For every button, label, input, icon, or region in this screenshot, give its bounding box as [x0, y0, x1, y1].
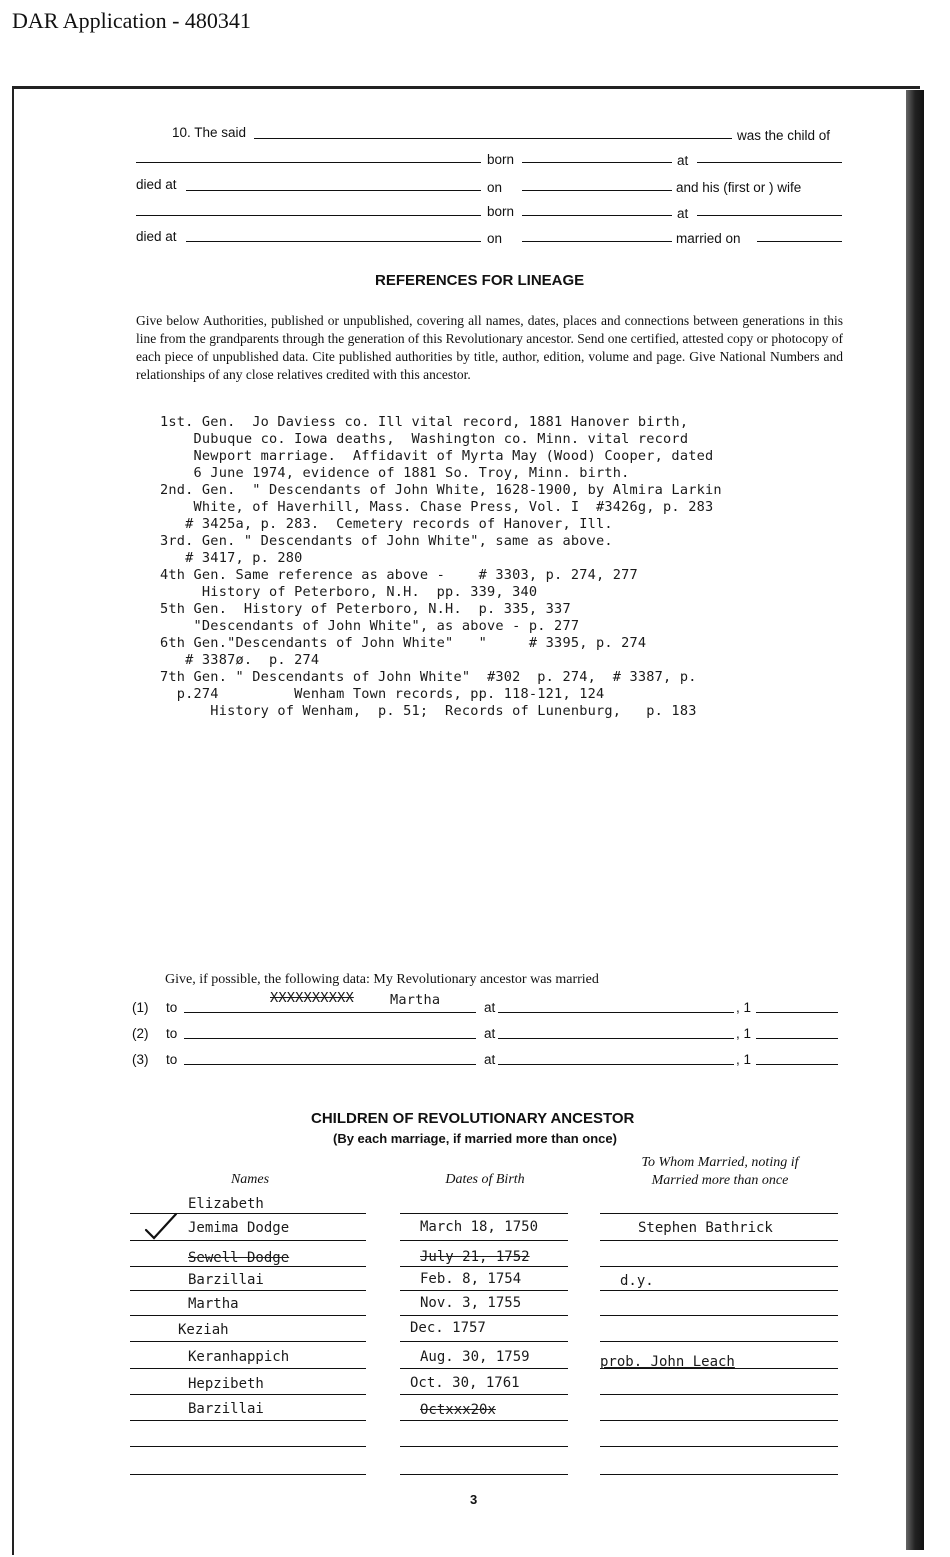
names-column-header: Names: [230, 1172, 270, 1187]
marriage-2-to: to: [166, 1026, 178, 1041]
dates-row-line: [400, 1420, 568, 1421]
married-on-label: married on: [676, 231, 741, 246]
child-dob: Oct. 30, 1761: [410, 1375, 520, 1391]
dates-row-line: [400, 1394, 568, 1395]
reference-line: # 3417, p. 280: [160, 550, 303, 566]
reference-line: History of Wenham, p. 51; Records of Lunenburg, p. 183: [160, 703, 697, 719]
names-row-line: [130, 1446, 366, 1447]
children-heading: CHILDREN OF REVOLUTIONARY ANCESTOR: [311, 1110, 635, 1127]
marriage-1-struck-text: XXXXXXXXXX: [270, 990, 354, 1006]
child-spouse: Stephen Bathrick: [638, 1220, 773, 1236]
child-dob: March 18, 1750: [420, 1219, 539, 1235]
marriage-2-suffix: , 1: [736, 1026, 752, 1041]
died-at-label-1: died at: [136, 177, 177, 192]
marriage-2-place-line: [498, 1038, 734, 1039]
reference-line: 6th Gen."Descendants of John White" " # 3395, p. 274: [160, 635, 647, 651]
marriage-3-spouse-line: [184, 1064, 476, 1065]
marriage-2-date-line: [756, 1038, 838, 1039]
page-edge-shadow: [906, 90, 924, 1550]
married-row-line: [600, 1315, 838, 1316]
child-name: Hepzibeth: [188, 1376, 264, 1392]
married-row-line: [600, 1420, 838, 1421]
names-row-line: [130, 1420, 366, 1421]
child-spouse: d.y.: [620, 1273, 654, 1289]
dates-row-line: [400, 1341, 568, 1342]
reference-line: Newport marriage. Affidavit of Myrta May (Wood) Cooper, dated: [160, 448, 714, 464]
marriage-1-date-line: [756, 1012, 838, 1013]
marriage-3-to: to: [166, 1052, 178, 1067]
reference-line: # 3387ø. p. 274: [160, 652, 320, 668]
child-dob: Aug. 30, 1759: [420, 1349, 530, 1365]
marriage-3-at: at: [484, 1052, 496, 1067]
married-row-line: [600, 1474, 838, 1475]
marriage-3-place-line: [498, 1064, 734, 1065]
dates-row-line: [400, 1315, 568, 1316]
child-name: Martha: [188, 1296, 239, 1312]
married-row-line: [600, 1290, 838, 1291]
reference-line: 6 June 1974, evidence of 1881 So. Troy, Minn. birth.: [160, 465, 630, 481]
born-label-2: born: [487, 204, 515, 219]
married-column-header-1: To Whom Married, noting if: [641, 1155, 799, 1170]
married-row-line: [600, 1446, 838, 1447]
children-subheading: (By each marriage, if married more than once): [333, 1131, 617, 1146]
at-label-1: at: [677, 153, 689, 168]
child-dob: Dec. 1757: [410, 1320, 486, 1336]
names-row-line: [130, 1368, 366, 1369]
dates-row-line: [400, 1446, 568, 1447]
on-label-2: on: [487, 231, 503, 246]
child-name: Jemima Dodge: [188, 1220, 290, 1236]
father-died-place-line: [186, 190, 481, 191]
married-row-line: [600, 1341, 838, 1342]
dates-row-line: [400, 1240, 568, 1241]
reference-line: Dubuque co. Iowa deaths, Washington co. Minn. vital record: [160, 431, 689, 447]
married-on-line: [757, 241, 842, 242]
names-row-line: [130, 1315, 366, 1316]
mother-name-line: [136, 215, 481, 216]
child-dob: Nov. 3, 1755: [420, 1295, 522, 1311]
married-column-header-2: Married more than once: [651, 1173, 789, 1188]
father-name-line: [136, 162, 481, 163]
marriage-1-spouse: Martha: [390, 992, 441, 1008]
dates-row-line: [400, 1474, 568, 1475]
marriage-1-spouse-line: [184, 1012, 476, 1013]
dates-column-header: Dates of Birth: [445, 1172, 525, 1187]
reference-line: 1st. Gen. Jo Daviess co. Ill vital record, 1881 Hanover birth,: [160, 414, 689, 430]
born-label-1: born: [487, 152, 515, 167]
married-row-line: [600, 1213, 838, 1214]
child-name: Barzillai: [188, 1272, 264, 1288]
said-name-line: [254, 138, 732, 139]
document-title: DAR Application - 480341: [12, 8, 251, 33]
mother-died-place-line: [186, 241, 481, 242]
names-row-line: [130, 1290, 366, 1291]
reference-line: 5th Gen. History of Peterboro, N.H. p. 335, 337: [160, 601, 571, 617]
married-row-line: [600, 1240, 838, 1241]
references-heading: REFERENCES FOR LINEAGE: [375, 272, 585, 289]
married-row-line: [600, 1368, 838, 1369]
child-dob: Feb. 8, 1754: [420, 1271, 522, 1287]
marriage-2-at: at: [484, 1026, 496, 1041]
at-label-2: at: [677, 206, 689, 221]
mother-born-line: [522, 215, 672, 216]
father-born-place-line: [697, 162, 842, 163]
father-born-line: [522, 162, 672, 163]
mother-born-place-line: [697, 215, 842, 216]
names-row-line: [130, 1213, 366, 1214]
child-spouse: prob. John Leach: [600, 1354, 735, 1370]
marriage-1-suffix: , 1: [736, 1000, 752, 1015]
reference-line: 4th Gen. Same reference as above - # 3303, p. 274, 277: [160, 567, 638, 583]
on-label-1: on: [487, 180, 503, 195]
mother-died-date-line: [522, 241, 672, 242]
marriage-3-suffix: , 1: [736, 1052, 752, 1067]
names-row-line: [130, 1266, 366, 1267]
names-row-line: [130, 1394, 366, 1395]
married-row-line: [600, 1266, 838, 1267]
child-name: Barzillai: [188, 1401, 264, 1417]
reference-line: p.274 Wenham Town records, pp. 118-121, 124: [160, 686, 605, 702]
child-of-label: was the child of: [737, 128, 831, 143]
marriage-1-to: to: [166, 1000, 178, 1015]
dates-row-line: [400, 1213, 568, 1214]
child-dob: Octxxx20x: [420, 1402, 496, 1418]
marriage-1-num: (1): [132, 1000, 149, 1015]
married-row-line: [600, 1394, 838, 1395]
child-name: Keziah: [178, 1322, 229, 1338]
reference-line: # 3425a, p. 283. Cemetery records of Hanover, Ill.: [160, 516, 613, 532]
child-name-above: Elizabeth: [188, 1196, 264, 1212]
page-number: 3: [470, 1492, 478, 1507]
dates-row-line: [400, 1266, 568, 1267]
marriage-2-spouse-line: [184, 1038, 476, 1039]
names-row-line: [130, 1474, 366, 1475]
marriage-3-num: (3): [132, 1052, 149, 1067]
reference-line: "Descendants of John White", as above - p. 277: [160, 618, 580, 634]
marriage-2-num: (2): [132, 1026, 149, 1041]
marriage-1-at: at: [484, 1000, 496, 1015]
wife-label: and his (first or ) wife: [676, 180, 802, 195]
child-name: Keranhappich: [188, 1349, 290, 1365]
died-at-label-2: died at: [136, 229, 177, 244]
reference-line: 2nd. Gen. " Descendants of John White, 1628-1900, by Almira Larkin: [160, 482, 722, 498]
dates-row-line: [400, 1368, 568, 1369]
child-name: Sewell Dodge: [188, 1250, 290, 1266]
names-row-line: [130, 1240, 366, 1241]
names-row-line: [130, 1341, 366, 1342]
marriage-3-date-line: [756, 1064, 838, 1065]
reference-line: White, of Haverhill, Mass. Chase Press, Vol. I #3426g, p. 283: [160, 499, 714, 515]
father-died-date-line: [522, 190, 672, 191]
reference-line: 7th Gen. " Descendants of John White" #302 p. 274, # 3387, p.: [160, 669, 697, 685]
reference-line: 3rd. Gen. " Descendants of John White", same as above.: [160, 533, 613, 549]
section-10-label: 10. The said: [172, 125, 247, 140]
dates-row-line: [400, 1290, 568, 1291]
reference-line: History of Peterboro, N.H. pp. 339, 340: [160, 584, 538, 600]
child-dob: July 21, 1752: [420, 1249, 530, 1265]
marriage-1-place-line: [498, 1012, 734, 1013]
marriage-intro: Give, if possible, the following data: My Revolutionary ancestor was married: [165, 972, 599, 987]
references-instructions: Give below Authorities, published or unpublished, covering all names, dates, places and connections between generations in this line from the grandparents through the generation of this Revolutionary ancestor. Send one certified, attested copy or photocopy of each piece of unpublished data. Cite published authorities by title, author, edition, volume and page. Give National Numbers and relationships of any close relatives credited with this ancestor.: [136, 313, 843, 382]
